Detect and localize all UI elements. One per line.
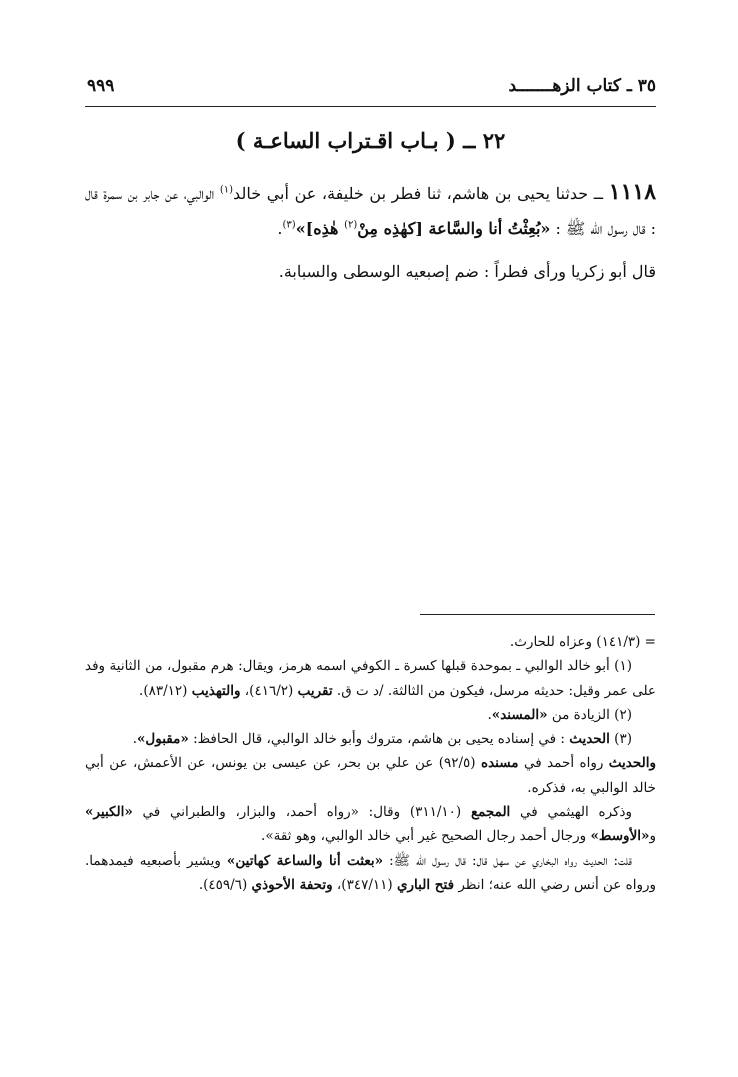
paragraph-end: . <box>277 219 283 238</box>
ref-tahdhib: والتهذيب <box>191 682 241 699</box>
hadith-paragraph <box>85 175 656 246</box>
hadith-quote-end: هٰذِه]» <box>295 219 345 238</box>
page-number: ٩٩٩ <box>87 76 115 96</box>
footnote-1 <box>85 654 656 703</box>
footnote-1-text: (١) أبو خالد الوالبي ـ بموحدة قبلها كسرة ـ الكوفي اسمه هرمز، ويقال: هرم مقبول، من الثانية وفد على عمر وقيل: حديثه مرسل، فيكون من الثالثة. /د ت ق. <box>85 658 656 699</box>
footnote-3-text: : في إسناده يحيى بن هاشم، متروك وأبو خالد الوالبي، قال الحافظ: <box>188 731 570 748</box>
footnote-3-number: (٣) <box>609 731 632 748</box>
footnote-ref-3: (٣) <box>282 219 296 231</box>
footnote-1-cite: (٤١٦/٢)، <box>240 682 298 699</box>
para-3-text-2: (٣١١/١٠) وقال: «رواه أحمد، والبزار، والطبراني في <box>132 804 471 821</box>
footnote-2-text: (٢) الزيادة من <box>547 706 632 723</box>
para-2-text: رواه أحمد في <box>518 755 609 772</box>
footnote-3 <box>85 727 656 751</box>
footnote-ref-2: (٢) <box>344 219 358 231</box>
footnote-3-para-3 <box>85 800 656 849</box>
isnad-text: ــ حدثنا يحيى بن هاشم، ثنا فطر بن خليفة، عن أبي خالد <box>233 184 609 203</box>
para-4-text-2: ويشير بأصبعيه فيمدهما. ورواه عن أنس رضي الله عنه؛ انظر <box>85 852 656 893</box>
footnote-separator <box>420 614 655 615</box>
narrator-note: قال أبو زكريا ورأى فطراً : ضم إصبعيه الوسطى والسبابة. <box>278 262 656 281</box>
para-3-text: وذكره الهيثمي في <box>510 804 632 821</box>
page-header <box>85 74 656 108</box>
hadith-text <box>85 175 656 289</box>
para-4-text: قلت: الحديث رواه البخاري عن سهل قال: قال رسول الله ﷺ: <box>383 852 632 869</box>
header-rule <box>85 106 656 107</box>
footnote-ref-1: (١) <box>219 184 234 196</box>
para-4-text-3: (٣٤٧/١١)، <box>332 876 397 893</box>
grading-maqbul: «مقبول» <box>136 731 189 748</box>
footnote-3-label: الحديث <box>569 731 610 748</box>
para-3-and: و <box>649 828 656 845</box>
ref-tuhfat: وتحفة الأحوذي <box>251 876 333 893</box>
label-hadith: والحديث <box>608 755 656 772</box>
ref-majma: المجمع <box>470 804 511 821</box>
para-2-text-2: (٩٢/٥) عن علي بن بحر، عن عيسى بن يونس، عن الأعمش، عن أبي خالد الوالبي به، فذكره. <box>85 755 656 796</box>
footnote-2-end: . <box>487 706 492 723</box>
footnotes <box>85 630 656 897</box>
footnote-3-para-2 <box>85 751 656 800</box>
ref-awsat: «الأوسط» <box>590 828 650 845</box>
footnote-continued: = (١٤١/٣) وعزاه للحارث. <box>509 634 656 650</box>
ref-musnad: «المسند» <box>491 706 548 723</box>
ref-fath-al-bari: فتح الباري <box>396 876 455 893</box>
bukhari-quote: «بعثت أنا والساعة كهاتين» <box>226 852 384 869</box>
footnote-2 <box>85 703 656 727</box>
chapter-title: ٢٢ ــ ( بـاب اقـتراب الساعـة ) <box>235 128 506 153</box>
ref-musnad-ahmad: مسنده <box>481 755 519 772</box>
footnote-3-end: . <box>132 731 137 748</box>
hadith-number: ١١١٨ <box>608 179 657 205</box>
footnote-3-para-4 <box>85 849 656 898</box>
para-4-end: (٤٥٩/٦). <box>198 876 252 893</box>
hadith-quote: «بُعِثْتُ أنا والسَّاعة [كهٰذِه مِنْ <box>357 219 551 238</box>
para-3-text-3: ورجال أحمد رجال الصحيح غير أبي خالد الوالبي، وهو ثقة». <box>261 828 591 845</box>
ref-taqrib: تقريب <box>297 682 333 699</box>
isnad-text-2: الوالبي، عن جابر بن سمرة قال : قال رسول الله ﷺ : <box>85 184 656 238</box>
ref-kabir: «الكبير» <box>85 804 133 821</box>
book-title: ٣٥ ـ كتاب الزهـــــــد <box>508 76 656 96</box>
footnote-1-cite-2: (٨٣/١٢). <box>139 682 192 699</box>
